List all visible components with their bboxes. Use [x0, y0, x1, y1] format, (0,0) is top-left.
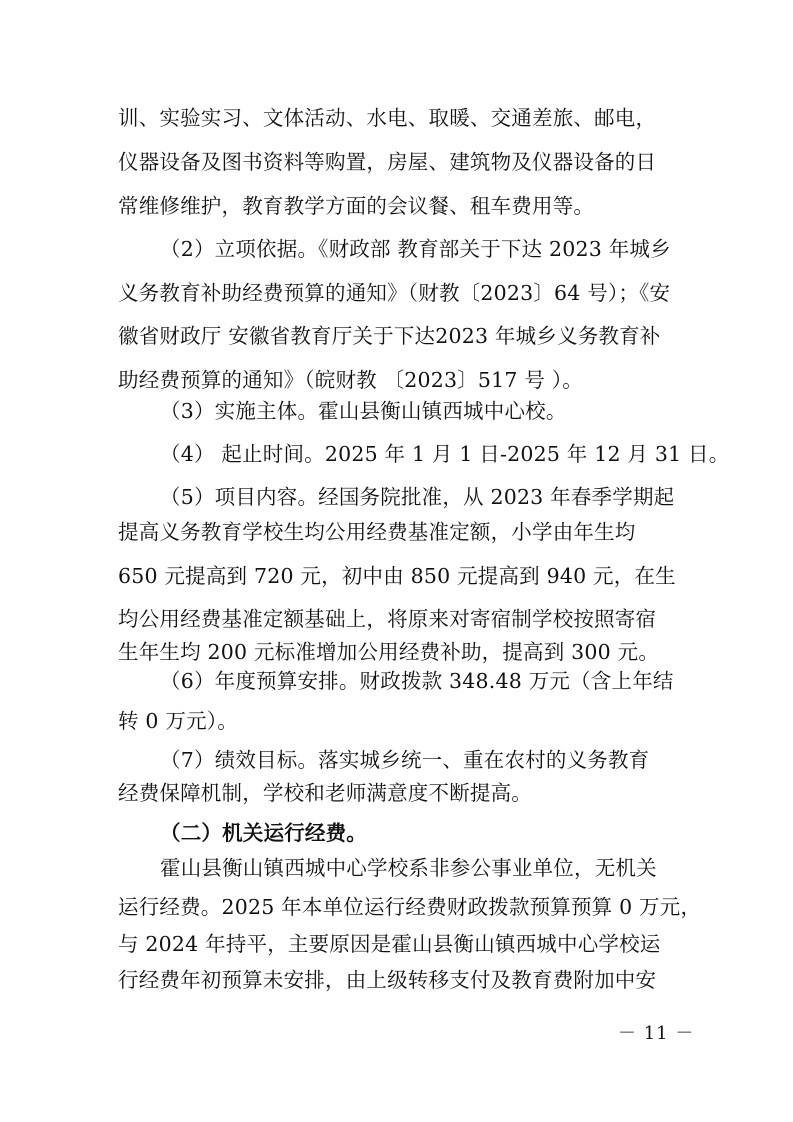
body-text-line: 与 2024 年持平，主要原因是霍山县衡山镇西城中心学校运: [118, 932, 661, 956]
paragraph-line-basis: （2）立项依据。《财政部 教育部关于下达 2023 年城乡: [160, 237, 671, 261]
paragraph-line-target: （7）绩效目标。落实城乡统一、重在农村的义务教育: [160, 748, 650, 772]
body-text-line: 650 元提高到 720 元，初中由 850 元提高到 940 元，在生: [118, 564, 676, 588]
body-text-line: 常维修维护，教育教学方面的会议餐、租车费用等。: [118, 194, 595, 218]
section-heading: （二）机关运行经费。: [160, 821, 367, 845]
body-text-line: 转 0 万元）。: [118, 709, 238, 733]
body-text-line: 经费保障机制，学校和老师满意度不断提高。: [118, 781, 532, 805]
body-text-line: 运行经费。2025 年本单位运行经费财政拨款预算预算 0 万元，: [118, 895, 702, 919]
paragraph-line-subject: （3）实施主体。霍山县衡山镇西城中心校。: [160, 399, 567, 423]
paragraph-line-content: （5）项目内容。经国务院批准，从 2023 年春季学期起: [160, 485, 675, 509]
body-text-line: 生年生均 200 元标准增加公用经费补助，提高到 300 元。: [118, 640, 660, 664]
body-text-line: 义务教育补助经费预算的通知》（财教〔2023〕64 号）；《安: [118, 281, 671, 305]
paragraph-line-operating-expenses: 霍山县衡山镇西城中心学校系非参公事业单位，无机关: [160, 856, 657, 880]
body-text-line: 均公用经费基准定额基础上，将原来对寄宿制学校按照寄宿: [118, 607, 657, 631]
body-text-line: 助经费预算的通知》（皖财教 〔2023〕517 号 ）。: [118, 368, 583, 392]
body-text-line: 徽省财政厅 安徽省教育厅关于下达2023 年城乡义务教育补: [118, 324, 661, 348]
paragraph-line-budget: （6）年度预算安排。财政拨款 348.48 万元（含上年结: [160, 669, 674, 693]
body-text-line: 训、实验实习、文体活动、水电、取暖、交通差旅、邮电，: [118, 106, 657, 130]
paragraph-line-time: （4） 起止时间。2025 年 1 月 1 日-2025 年 12 月 31 日。: [160, 442, 730, 466]
body-text-line: 提高义务教育学校生均公用经费基准定额，小学由年生均: [118, 520, 636, 544]
page-number: － 11 －: [618, 1023, 695, 1044]
body-text-line: 行经费年初预算未安排，由上级转移支付及教育费附加中安: [118, 968, 657, 992]
body-text-line: 仪器设备及图书资料等购置，房屋、建筑物及仪器设备的日: [118, 150, 657, 174]
